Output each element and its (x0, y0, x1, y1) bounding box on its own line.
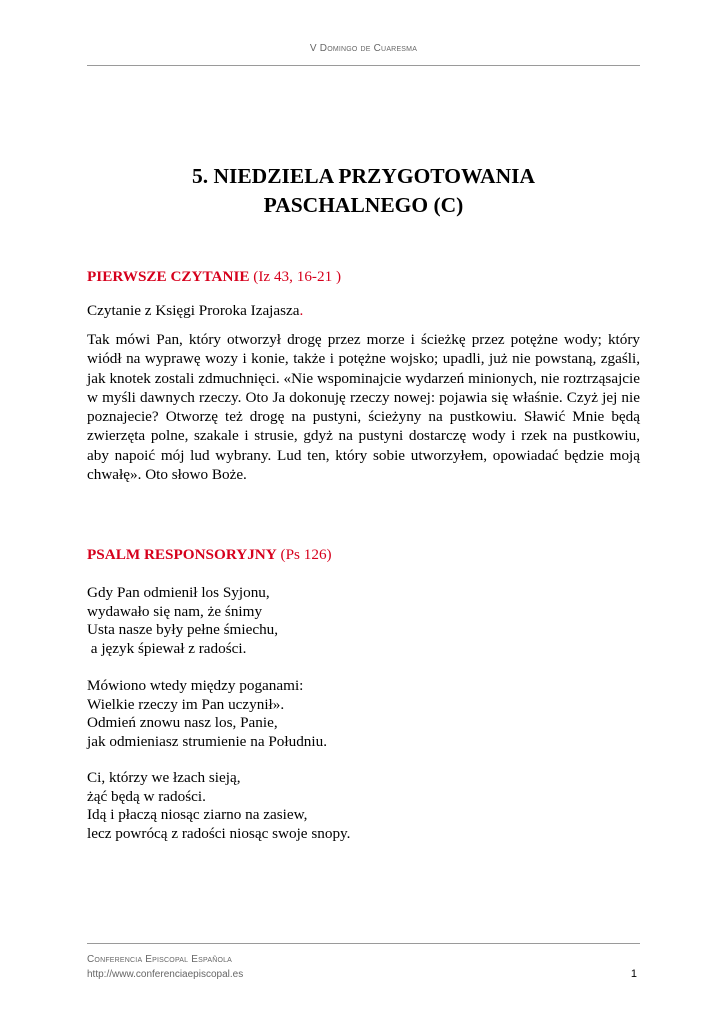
psalm-stanza-2 (87, 677, 640, 751)
psalm-verse-line: Usta nasze były pełne śmiechu, (87, 621, 279, 639)
page-footer (87, 952, 640, 982)
title-line-1: 5. NIEDZIELA PRZYGOTOWANIA (191, 164, 536, 188)
psalm-stanza-3 (87, 769, 640, 843)
psalm-verse-line: jak odmieniasz strumienie na Południu. (87, 732, 328, 750)
psalm-label: PSALM RESPONSORYJNY (87, 546, 277, 563)
title-line-2: PASCHALNEGO (C) (263, 193, 464, 217)
header-divider (87, 65, 640, 66)
psalm-verse-line: Gdy Pan odmienił los Syjonu, (87, 584, 270, 601)
page-number: 1 (630, 968, 637, 980)
psalm-verse-line: Odmień znowu nasz los, Panie, (87, 714, 278, 732)
psalm-verse-line: lecz powrócą z radości niosąc swoje snopy. (87, 824, 351, 842)
first-reading-intro (87, 302, 303, 320)
psalm-verse-line: Wielkie rzeczy im Pan uczynił». (87, 695, 285, 713)
psalm-verse-line: Mówiono wtedy między poganami: (87, 677, 304, 694)
psalm-verse-line: a język śpiewał z radości. (87, 639, 247, 657)
footer-url-link[interactable]: http://www.conferenciaepiscopal.es (87, 969, 244, 980)
first-reading-body: Tak mówi Pan, który otworzył drogę przez morze i ścieżkę przez potężne wody; który wiódł na wyprawę wozy i konie, także i potężne wojsko; upadli, już nie powstaną, zgaśli, jak knotek zostali zdmuchnięci. «Nie wspominajcie wydarzeń minionych, nie roztrząsajcie w myśli dawnych rzeczy. Oto Ja dokonuję rzeczy nowej: pojawia się właśnie. Czyż jej nie poznajecie? Otworzę też drogę na pustyni, ścieżyny na pustkowiu. Sławić Mnie będą zwierzęta polne, szakale i strusie, gdyż na pustyni dostarczę wody i rzek na pustkowiu, aby napoić mój lud wybrany. Lud ten, który sobie utworzyłem, opowiadać będzie moją chwałę». Oto słowo Boże. (87, 331, 640, 484)
running-header: V Domingo de Cuaresma (309, 43, 418, 54)
psalm-verse-line: żąć będą w radości. (87, 787, 206, 805)
first-reading-reference: (Iz 43, 16-21 ) (253, 268, 342, 285)
first-reading-heading (87, 268, 640, 286)
psalm-reference: (Ps 126) (280, 546, 332, 563)
psalm-verse-line: Ci, którzy we łzach sieją, (87, 769, 241, 786)
psalm-stanza-1 (87, 584, 640, 658)
page-title (87, 162, 640, 220)
psalm-verse-line: Idą i płaczą niosąc ziarno na zasiew, (87, 806, 308, 824)
first-reading-intro-text: Czytanie z Księgi Proroka Izajasza (87, 302, 300, 319)
footer-organization: Conferencia Episcopal Española (87, 954, 233, 965)
psalm-heading (87, 546, 640, 564)
footer-divider (87, 943, 640, 944)
first-reading-intro-dot: . (299, 302, 304, 319)
psalm-verse-line: wydawało się nam, że śnimy (87, 602, 263, 620)
first-reading-label: PIERWSZE CZYTANIE (87, 268, 250, 285)
